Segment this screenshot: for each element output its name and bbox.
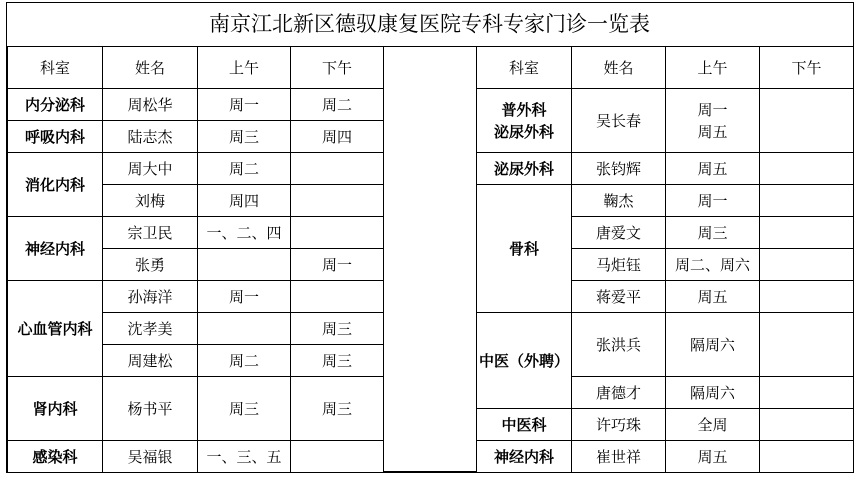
dept-cell: 呼吸内科 bbox=[8, 121, 103, 153]
doctor-name: 张钧辉 bbox=[572, 153, 666, 185]
pm-schedule bbox=[760, 313, 854, 377]
doctor-name: 周大中 bbox=[103, 153, 198, 185]
doctor-name: 崔世祥 bbox=[572, 441, 666, 473]
header-dept: 科室 bbox=[8, 47, 103, 89]
am-schedule: 周四 bbox=[198, 185, 291, 217]
am-schedule: 周三 bbox=[198, 377, 291, 441]
doctor-name: 周建松 bbox=[103, 345, 198, 377]
table-row bbox=[477, 409, 854, 441]
table-row bbox=[8, 153, 384, 185]
header-dept: 科室 bbox=[477, 47, 572, 89]
dept-line: 泌尿外科 bbox=[493, 122, 554, 141]
table-row bbox=[8, 377, 384, 441]
am-schedule: 周五 bbox=[666, 441, 760, 473]
doctor-name: 吴福银 bbox=[103, 441, 198, 473]
table-row bbox=[8, 89, 384, 121]
pm-schedule bbox=[760, 281, 854, 313]
pm-schedule bbox=[760, 153, 854, 185]
table-row bbox=[477, 441, 854, 473]
pm-schedule bbox=[760, 89, 854, 153]
doctor-name: 吴长春 bbox=[572, 89, 666, 153]
pm-schedule: 周四 bbox=[291, 121, 384, 153]
table-row bbox=[8, 121, 384, 153]
pm-schedule bbox=[291, 441, 384, 473]
pm-schedule bbox=[760, 217, 854, 249]
doctor-name: 张洪兵 bbox=[572, 313, 666, 377]
pm-schedule bbox=[291, 185, 384, 217]
am-schedule: 隔周六 bbox=[666, 313, 760, 377]
header-pm: 下午 bbox=[760, 47, 854, 89]
am-schedule: 周一 bbox=[666, 185, 760, 217]
am-schedule bbox=[666, 89, 760, 153]
am-schedule: 周五 bbox=[666, 281, 760, 313]
pm-schedule bbox=[760, 441, 854, 473]
pm-schedule bbox=[291, 217, 384, 249]
doctor-name: 沈孝美 bbox=[103, 313, 198, 345]
table-row bbox=[8, 441, 384, 473]
pm-schedule: 周三 bbox=[291, 377, 384, 441]
header-am: 上午 bbox=[666, 47, 760, 89]
dept-cell: 内分泌科 bbox=[8, 89, 103, 121]
table-row bbox=[477, 153, 854, 185]
doctor-name: 唐德才 bbox=[572, 377, 666, 409]
doctor-name: 宗卫民 bbox=[103, 217, 198, 249]
dept-cell: 神经内科 bbox=[8, 217, 103, 281]
am-line: 周五 bbox=[697, 122, 728, 141]
am-line: 周一 bbox=[697, 100, 728, 119]
dept-cell: 消化内科 bbox=[8, 153, 103, 217]
doctor-name: 陆志杰 bbox=[103, 121, 198, 153]
left-schedule-table bbox=[7, 46, 384, 473]
right-schedule-table bbox=[476, 46, 854, 473]
dept-cell: 肾内科 bbox=[8, 377, 103, 441]
table-row bbox=[477, 313, 854, 377]
dept-cell: 中医（外聘） bbox=[477, 313, 572, 409]
am-schedule: 周三 bbox=[666, 217, 760, 249]
pm-schedule bbox=[760, 409, 854, 441]
pm-schedule: 周一 bbox=[291, 249, 384, 281]
pm-schedule bbox=[760, 185, 854, 217]
pm-schedule bbox=[291, 153, 384, 185]
am-schedule: 一、三、五 bbox=[198, 441, 291, 473]
am-schedule: 周二 bbox=[198, 153, 291, 185]
dept-cell bbox=[477, 89, 572, 153]
pm-schedule: 周三 bbox=[291, 345, 384, 377]
am-schedule: 周三 bbox=[198, 121, 291, 153]
am-schedule: 周二、周六 bbox=[666, 249, 760, 281]
doctor-name: 刘梅 bbox=[103, 185, 198, 217]
am-schedule: 周一 bbox=[198, 281, 291, 313]
pm-schedule bbox=[760, 249, 854, 281]
pm-schedule: 周三 bbox=[291, 313, 384, 345]
doctor-name: 蒋爱平 bbox=[572, 281, 666, 313]
doctor-name: 周松华 bbox=[103, 89, 198, 121]
table-header-row bbox=[477, 47, 854, 89]
doctor-name: 杨书平 bbox=[103, 377, 198, 441]
dept-cell: 神经内科 bbox=[477, 441, 572, 473]
header-name: 姓名 bbox=[103, 47, 198, 89]
doctor-name: 孙海洋 bbox=[103, 281, 198, 313]
table-row bbox=[477, 185, 854, 217]
doctor-name: 张勇 bbox=[103, 249, 198, 281]
pm-schedule bbox=[760, 377, 854, 409]
am-schedule bbox=[198, 313, 291, 345]
table-row bbox=[8, 217, 384, 249]
dept-cell: 感染科 bbox=[8, 441, 103, 473]
header-am: 上午 bbox=[198, 47, 291, 89]
am-schedule: 一、二、四 bbox=[198, 217, 291, 249]
table-gap bbox=[383, 46, 476, 472]
am-schedule: 周五 bbox=[666, 153, 760, 185]
table-row bbox=[8, 281, 384, 313]
doctor-name: 许巧珠 bbox=[572, 409, 666, 441]
dept-cell: 泌尿外科 bbox=[477, 153, 572, 185]
am-schedule: 全周 bbox=[666, 409, 760, 441]
am-schedule: 周二 bbox=[198, 345, 291, 377]
header-name: 姓名 bbox=[572, 47, 666, 89]
am-schedule: 隔周六 bbox=[666, 377, 760, 409]
pm-schedule: 周二 bbox=[291, 89, 384, 121]
am-schedule bbox=[198, 249, 291, 281]
page-title: 南京江北新区德驭康复医院专科专家门诊一览表 bbox=[209, 12, 650, 36]
dept-cell: 骨科 bbox=[477, 185, 572, 313]
pm-schedule bbox=[291, 281, 384, 313]
table-header-row bbox=[8, 47, 384, 89]
header-pm: 下午 bbox=[291, 47, 384, 89]
doctor-name: 唐爱文 bbox=[572, 217, 666, 249]
am-schedule: 周一 bbox=[198, 89, 291, 121]
dept-cell: 心血管内科 bbox=[8, 281, 103, 377]
dept-line: 普外科 bbox=[501, 100, 547, 119]
table-row bbox=[477, 89, 854, 153]
doctor-name: 马炬钰 bbox=[572, 249, 666, 281]
dept-cell: 中医科 bbox=[477, 409, 572, 441]
doctor-name: 鞠杰 bbox=[572, 185, 666, 217]
